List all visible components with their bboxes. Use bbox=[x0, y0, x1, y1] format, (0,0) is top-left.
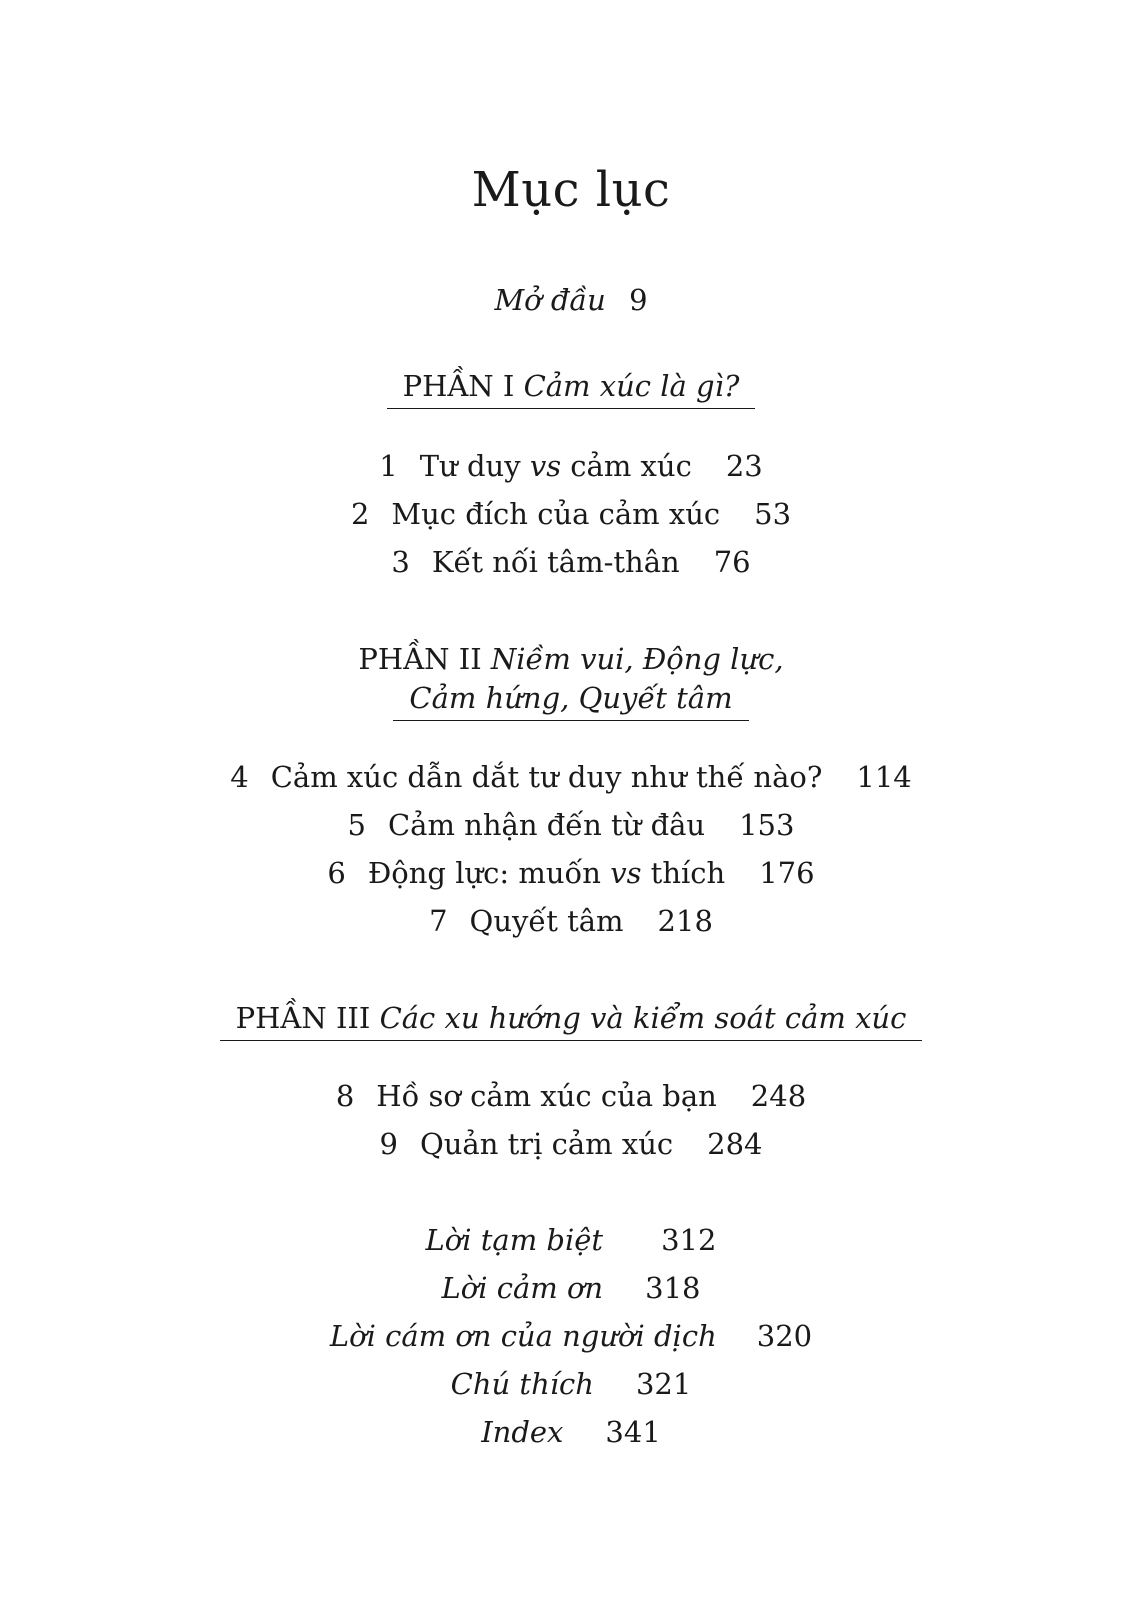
back-matter-title: Lời cảm ơn bbox=[441, 1271, 604, 1305]
toc-back-matter-notes[interactable] bbox=[0, 1366, 1142, 1402]
part-1-subtitle: Cảm xúc là gì? bbox=[523, 369, 740, 403]
back-matter-page: 318 bbox=[645, 1271, 701, 1305]
chapter-title-part: Tư duy bbox=[419, 449, 530, 483]
chapter-number: 9 bbox=[379, 1127, 398, 1161]
back-matter-page: 321 bbox=[635, 1367, 692, 1401]
chapter-title: Mục đích của cảm xúc bbox=[391, 497, 721, 531]
chapter-title: Hồ sơ cảm xúc của bạn bbox=[376, 1079, 717, 1113]
toc-back-matter-index[interactable] bbox=[0, 1414, 1142, 1450]
toc-intro-entry[interactable] bbox=[0, 282, 1142, 318]
part-3-subtitle: Các xu hướng và kiểm soát cảm xúc bbox=[379, 1001, 907, 1035]
part-2-prefix: PHẦN II bbox=[358, 642, 482, 676]
chapter-page: 218 bbox=[657, 904, 713, 938]
toc-back-matter-translator-thanks[interactable] bbox=[0, 1318, 1142, 1354]
part-1-underline bbox=[387, 367, 756, 409]
chapter-title-part: thích bbox=[641, 856, 726, 890]
back-matter-page: 341 bbox=[605, 1415, 661, 1449]
chapter-number: 6 bbox=[327, 856, 346, 890]
chapter-title-part: cảm xúc bbox=[561, 449, 692, 483]
chapter-number: 3 bbox=[391, 545, 410, 579]
chapter-title: Quyết tâm bbox=[469, 904, 624, 938]
part-2-subtitle-line1: Niềm vui, Động lực, bbox=[490, 642, 784, 676]
intro-label: Mở đầu bbox=[494, 283, 606, 317]
toc-back-matter-farewell[interactable] bbox=[0, 1222, 1142, 1258]
back-matter-title: Chú thích bbox=[450, 1367, 594, 1401]
chapter-number: 5 bbox=[347, 808, 366, 842]
chapter-number: 4 bbox=[230, 760, 249, 794]
part-2-heading-line2 bbox=[0, 679, 1142, 721]
back-matter-title: Lời tạm biệt bbox=[425, 1223, 604, 1257]
part-2-heading-line1 bbox=[0, 640, 1142, 678]
toc-chapter-9[interactable] bbox=[0, 1126, 1142, 1162]
part-1-prefix: PHẦN I bbox=[402, 369, 515, 403]
toc-chapter-5[interactable] bbox=[0, 807, 1142, 843]
chapter-title: Kết nối tâm-thân bbox=[431, 545, 680, 579]
toc-chapter-7[interactable] bbox=[0, 903, 1142, 939]
chapter-number: 2 bbox=[350, 497, 370, 531]
part-2-subtitle-line2: Cảm hứng, Quyết tâm bbox=[393, 679, 748, 721]
chapter-page: 248 bbox=[750, 1079, 807, 1113]
chapter-page: 76 bbox=[713, 545, 751, 579]
part-3-underline bbox=[220, 999, 923, 1041]
part-1-heading bbox=[0, 367, 1142, 409]
toc-chapter-6[interactable] bbox=[0, 855, 1142, 891]
chapter-title-vs: vs bbox=[529, 449, 562, 483]
chapter-number: 7 bbox=[429, 904, 448, 938]
chapter-number: 1 bbox=[379, 449, 398, 483]
toc-chapter-3[interactable] bbox=[0, 544, 1142, 580]
chapter-title-vs: vs bbox=[610, 856, 642, 890]
part-3-prefix: PHẦN III bbox=[235, 1001, 371, 1035]
toc-back-matter-acknowledgements[interactable] bbox=[0, 1270, 1142, 1306]
back-matter-page: 320 bbox=[756, 1319, 813, 1353]
chapter-number: 8 bbox=[335, 1079, 355, 1113]
chapter-title bbox=[368, 855, 725, 891]
chapter-title bbox=[420, 448, 692, 484]
chapter-title-part: Động lực: muốn bbox=[367, 856, 611, 890]
chapter-page: 53 bbox=[754, 497, 792, 531]
chapter-page: 153 bbox=[739, 808, 795, 842]
toc-chapter-2[interactable] bbox=[0, 496, 1142, 532]
chapter-title: Cảm xúc dẫn dắt tư duy như thế nào? bbox=[270, 760, 823, 794]
part-3-heading bbox=[0, 999, 1142, 1041]
page-title: Mục lục bbox=[471, 162, 671, 218]
chapter-title: Quản trị cảm xúc bbox=[419, 1127, 674, 1161]
back-matter-title: Index bbox=[481, 1415, 564, 1449]
toc-chapter-1[interactable] bbox=[0, 448, 1142, 484]
toc-chapter-4[interactable] bbox=[0, 759, 1142, 795]
intro-page: 9 bbox=[629, 283, 648, 317]
back-matter-title: Lời cám ơn của người dịch bbox=[329, 1319, 717, 1353]
toc-chapter-8[interactable] bbox=[0, 1078, 1142, 1114]
back-matter-page: 312 bbox=[661, 1223, 717, 1257]
chapter-title: Cảm nhận đến từ đâu bbox=[387, 808, 706, 842]
chapter-page: 176 bbox=[759, 856, 815, 890]
chapter-page: 23 bbox=[725, 449, 763, 483]
chapter-page: 114 bbox=[856, 760, 912, 794]
chapter-page: 284 bbox=[707, 1127, 763, 1161]
